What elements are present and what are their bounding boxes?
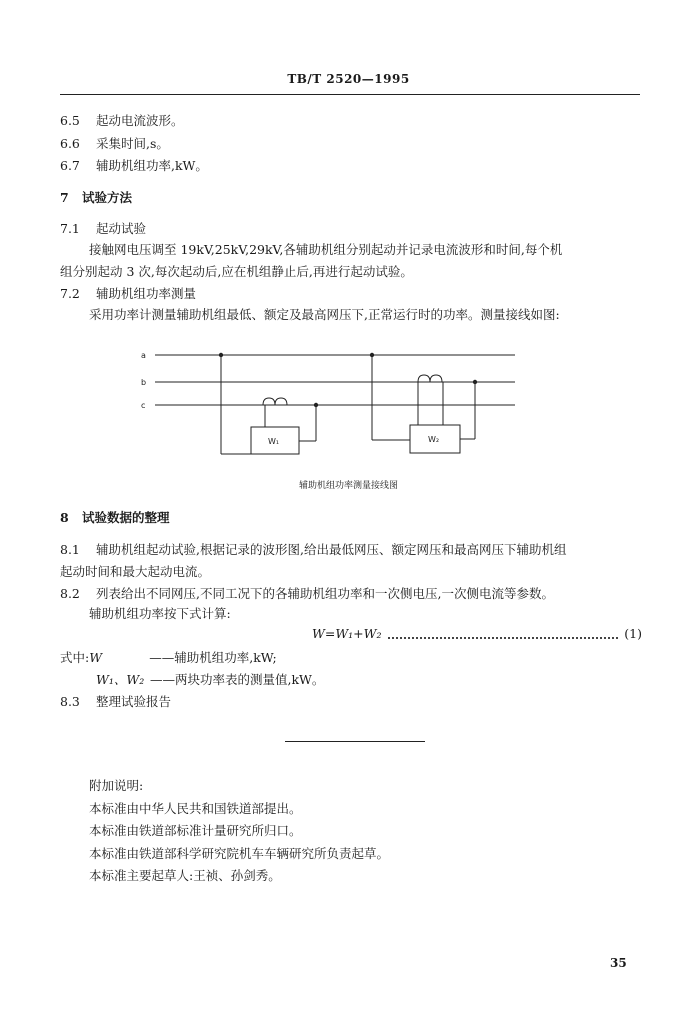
formula-row <box>312 626 642 642</box>
section-title: 试验方法 <box>82 190 133 205</box>
phase-c-label: c <box>141 401 146 410</box>
section-8-3-text: 整理试验报告 <box>96 694 172 709</box>
header-rule <box>60 94 640 95</box>
section-7-1-heading <box>60 221 146 237</box>
notes-line: 本标准主要起草人:王祯、孙剑秀。 <box>89 868 281 883</box>
section-7-2-para: 采用功率计测量辅助机组最低、额定及最高网压下,正常运行时的功率。测量接线如图: <box>89 307 560 322</box>
notes-line: 本标准由铁道部科学研究院机车车辆研究所负责起草。 <box>89 846 390 861</box>
section-8-2-text: 列表给出不同网压,不同工况下的各辅助机组功率和一次侧电压,一次侧电流等参数。 <box>96 586 554 601</box>
notes-line: 本标准由中华人民共和国铁道部提出。 <box>89 801 302 816</box>
leader-dots <box>388 629 619 639</box>
where-term-2: W₁、W₂ <box>96 672 145 687</box>
item-number: 6.5 <box>60 113 80 128</box>
phase-a-label: a <box>141 351 146 360</box>
section-title: 起动试验 <box>96 221 147 236</box>
section-number: 8.3 <box>60 694 80 709</box>
section-number: 7.1 <box>60 221 80 236</box>
section-title: 试验数据的整理 <box>82 510 170 525</box>
where-prefix: 式中: <box>60 650 90 665</box>
item-number: 6.7 <box>60 158 80 173</box>
section-8-1-text: 辅助机组起动试验,根据记录的波形图,给出最低网压、额定网压和最高网压下辅助机组 <box>96 542 567 557</box>
section-number: 8.1 <box>60 542 80 557</box>
section-8-2-line-1 <box>60 586 554 602</box>
page-header: TB/T 2520—1995 <box>287 72 410 86</box>
section-number: 8 <box>60 510 69 525</box>
junction-dot <box>370 353 374 357</box>
current-coil-w2 <box>418 375 442 382</box>
section-8-3 <box>60 694 171 710</box>
meter-w1-label: W₁ <box>268 437 280 446</box>
item-text: 辅助机组功率,kW。 <box>96 158 208 173</box>
end-rule <box>285 741 425 742</box>
notes-line: 本标准由铁道部标准计量研究所归口。 <box>89 823 302 838</box>
section-8-1-line-2: 起动时间和最大起动电流。 <box>60 564 211 579</box>
where-term-1: W <box>89 650 103 665</box>
where-line-1 <box>60 650 277 666</box>
phase-b-label: b <box>141 378 147 387</box>
formula: W=W₁+W₂ <box>312 626 382 641</box>
junction-dot <box>314 403 318 407</box>
junction-dot <box>473 380 477 384</box>
wiring-diagram-svg <box>135 345 525 465</box>
page-number: 35 <box>610 956 627 970</box>
meter-w2-label: W₂ <box>428 435 440 444</box>
notes-title: 附加说明: <box>89 778 144 793</box>
current-coil-w1 <box>263 398 287 405</box>
item-6-5 <box>60 113 184 129</box>
section-number: 7.2 <box>60 286 80 301</box>
equation-number: (1) <box>624 626 642 641</box>
item-number: 6.6 <box>60 136 80 151</box>
where-line-2 <box>96 672 324 688</box>
section-number: 8.2 <box>60 586 80 601</box>
figure-caption: 辅助机组功率测量接线图 <box>298 481 398 491</box>
item-text: 起动电流波形。 <box>96 113 184 128</box>
section-8-1-line-1 <box>60 542 566 558</box>
section-7-2-heading <box>60 286 196 302</box>
section-7-1-para-line-1: 接触网电压调至 19kV,25kV,29kV,各辅助机组分别起动并记录电流波形和时间,每个机 <box>89 242 563 257</box>
where-desc-2: ——两块功率表的测量值,kW。 <box>150 672 325 687</box>
section-8-heading <box>60 510 170 526</box>
section-7-heading <box>60 190 132 206</box>
section-7-1-para-line-2: 组分别起动 3 次,每次起动后,应在机组静止后,再进行起动试验。 <box>60 264 413 279</box>
item-6-6 <box>60 136 169 152</box>
where-desc-1: ——辅助机组功率,kW; <box>149 650 277 665</box>
section-title: 辅助机组功率测量 <box>96 286 197 301</box>
section-number: 7 <box>60 190 69 205</box>
section-8-2-line-2: 辅助机组功率按下式计算: <box>89 606 231 621</box>
junction-dot <box>219 353 223 357</box>
wiring-diagram <box>135 345 525 469</box>
item-text: 采集时间,s。 <box>96 136 169 151</box>
item-6-7 <box>60 158 208 174</box>
